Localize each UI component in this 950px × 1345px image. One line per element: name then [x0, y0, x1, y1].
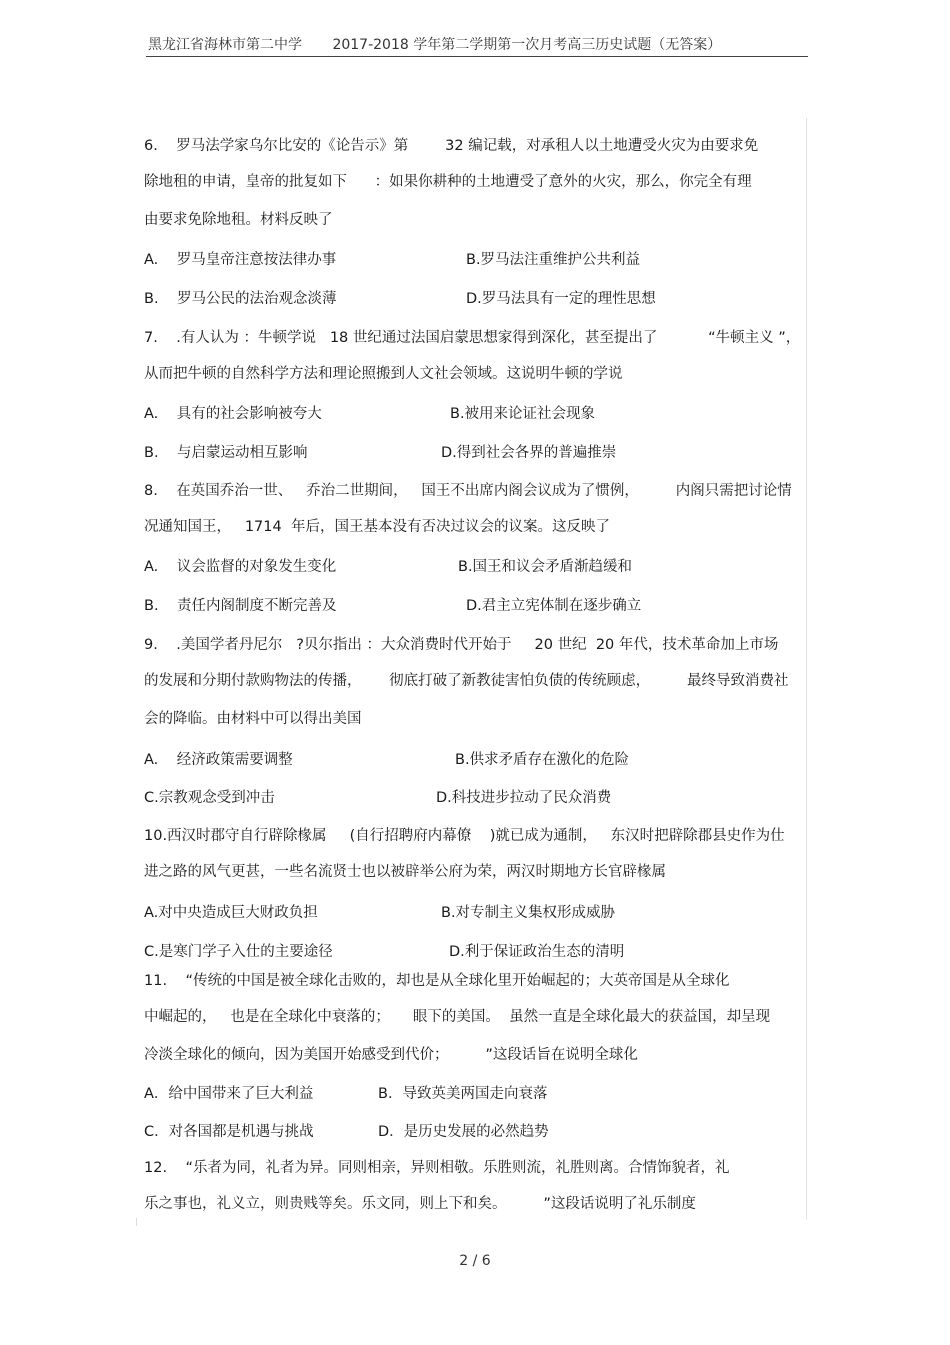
q10-option-d: D.利于保证政治生态的清明 — [449, 944, 625, 960]
q11-stem-line-1: 11. “传统的中国是被全球化击败的，却也是从全球化里开始崛起的；大英帝国是从全球化 — [144, 973, 730, 989]
q8-option-d: D.君主立宪体制在逐步确立 — [466, 598, 642, 614]
q10-stem-line-1: 10.西汉时郡守自行辟除椽属 (自行招聘府内幕僚 )就已成为通制， 东汉时把辟除郡县史作为仕 — [144, 828, 785, 844]
q7-stem-line-2: 从而把牛顿的自然科学方法和理论照搬到人文社会领域。这说明牛顿的学说 — [144, 366, 623, 382]
page-header — [148, 34, 806, 54]
q7-option-d: D.得到社会各界的普遍推崇 — [441, 445, 617, 461]
q9-option-a: A. 经济政策需要调整 — [144, 752, 293, 768]
q8-option-a: A. 议会监督的对象发生变化 — [144, 559, 337, 575]
q7-option-a: A. 具有的社会影响被夸大 — [144, 406, 322, 422]
q10-option-c: C.是寒门学子入仕的主要途径 — [144, 944, 333, 960]
q8-stem-line-1: 8. 在英国乔治一世、 乔治二世期间， 国王不出席内阁会议成为了惯例， 内阁只需把讨论情 — [144, 483, 792, 499]
q6-option-a: A. 罗马皇帝注意按法律办事 — [144, 252, 337, 268]
q6-stem-line-3: 由要求免除地租。材料反映了 — [144, 212, 333, 228]
page-frame-right — [806, 118, 807, 1220]
q7-option-b: B.被用来论证社会现象 — [450, 406, 596, 422]
q10-option-a: A.对中央造成巨大财政负担 — [144, 905, 318, 921]
q11-option-c: C．对各国都是机遇与挑战 — [144, 1124, 314, 1140]
q8-option-b: B.国王和议会矛盾渐趋缓和 — [458, 559, 633, 575]
header-exam-title: 2017-2018 学年第二学期第一次月考高三历史试题（无答案） — [332, 37, 722, 53]
q11-option-b: B．导致英美两国走向衰落 — [378, 1086, 548, 1102]
q6-stem-line-1: 6. 罗马法学家乌尔比安的《论告示》第 32 编记载，对承租人以土地遭受火灾为由要求免 — [144, 138, 759, 154]
q9-stem-line-1: 9. .美国学者丹尼尔 ?贝尔指出 ：大众消费时代开始于 20 世纪 20 年代，技术革命加上市场 — [144, 637, 779, 653]
q7-option-c: B. 与启蒙运动相互影响 — [144, 445, 308, 461]
q6-option-d: D.罗马法具有一定的理性思想 — [466, 291, 656, 307]
q9-stem-line-2: 的发展和分期付款购物法的传播， 彻底打破了新教徒害怕负债的传统顾虑， 最终导致消费社 — [144, 673, 789, 689]
q12-stem-line-1: 12. “乐者为同，礼者为异。同则相亲，异则相敬。乐胜则流，礼胜则离。合情饰貌者，礼 — [144, 1160, 730, 1176]
header-school: 黑龙江省海林市第二中学 — [148, 37, 302, 53]
q9-option-c: C.宗教观念受到冲击 — [144, 790, 275, 806]
q11-stem-line-3: 冷淡全球化的倾向，因为美国开始感受到代价； ”这段话旨在说明全球化 — [144, 1047, 638, 1063]
q6-option-b: B.罗马法注重维护公共利益 — [466, 252, 641, 268]
q11-option-d: D．是历史发展的必然趋势 — [378, 1124, 549, 1140]
q8-stem-line-2: 况通知国王， 1714 年后，国王基本没有否决过议会的议案。这反映了 — [144, 519, 610, 535]
q12-stem-line-2: 乐之事也，礼义立，则贵贱等矣。乐文同，则上下和矣。 ”这段话说明了礼乐制度 — [144, 1196, 696, 1212]
q10-stem-line-2: 进之路的风气更甚，一些名流贤士也以被辟举公府为荣，两汉时期地方长官辟椽属 — [144, 864, 666, 880]
q7-stem-line-1: 7. .有人认为 ：牛顿学说 18 世纪通过法国启蒙思想家得到深化，甚至提出了 “牛顿主义 ”， — [144, 330, 801, 346]
q8-option-c: B. 责任内阁制度不断完善及 — [144, 598, 337, 614]
q11-option-a: A．给中国带来了巨大利益 — [144, 1086, 314, 1102]
q9-option-b: B.供求矛盾存在激化的危险 — [455, 752, 630, 768]
q6-option-c: B. 罗马公民的法治观念淡薄 — [144, 291, 337, 307]
page-frame-left — [136, 1218, 137, 1226]
q6-stem-line-2: 除地租的申请，皇帝的批复如下 ：如果你耕种的土地遭受了意外的火灾，那么，你完全有理 — [144, 174, 752, 190]
q9-stem-line-3: 会的降临。由材料中可以得出美国 — [144, 711, 362, 727]
header-divider — [146, 56, 808, 57]
page-number: 2 / 6 — [459, 1253, 491, 1269]
q10-option-b: B.对专制主义集权形成威胁 — [441, 905, 616, 921]
q9-option-d: D.科技进步拉动了民众消费 — [436, 790, 612, 806]
q11-stem-line-2: 中崛起的， 也是在全球化中衰落的； 眼下的美国。 虽然一直是全球化最大的获益国，却呈现 — [144, 1009, 771, 1025]
